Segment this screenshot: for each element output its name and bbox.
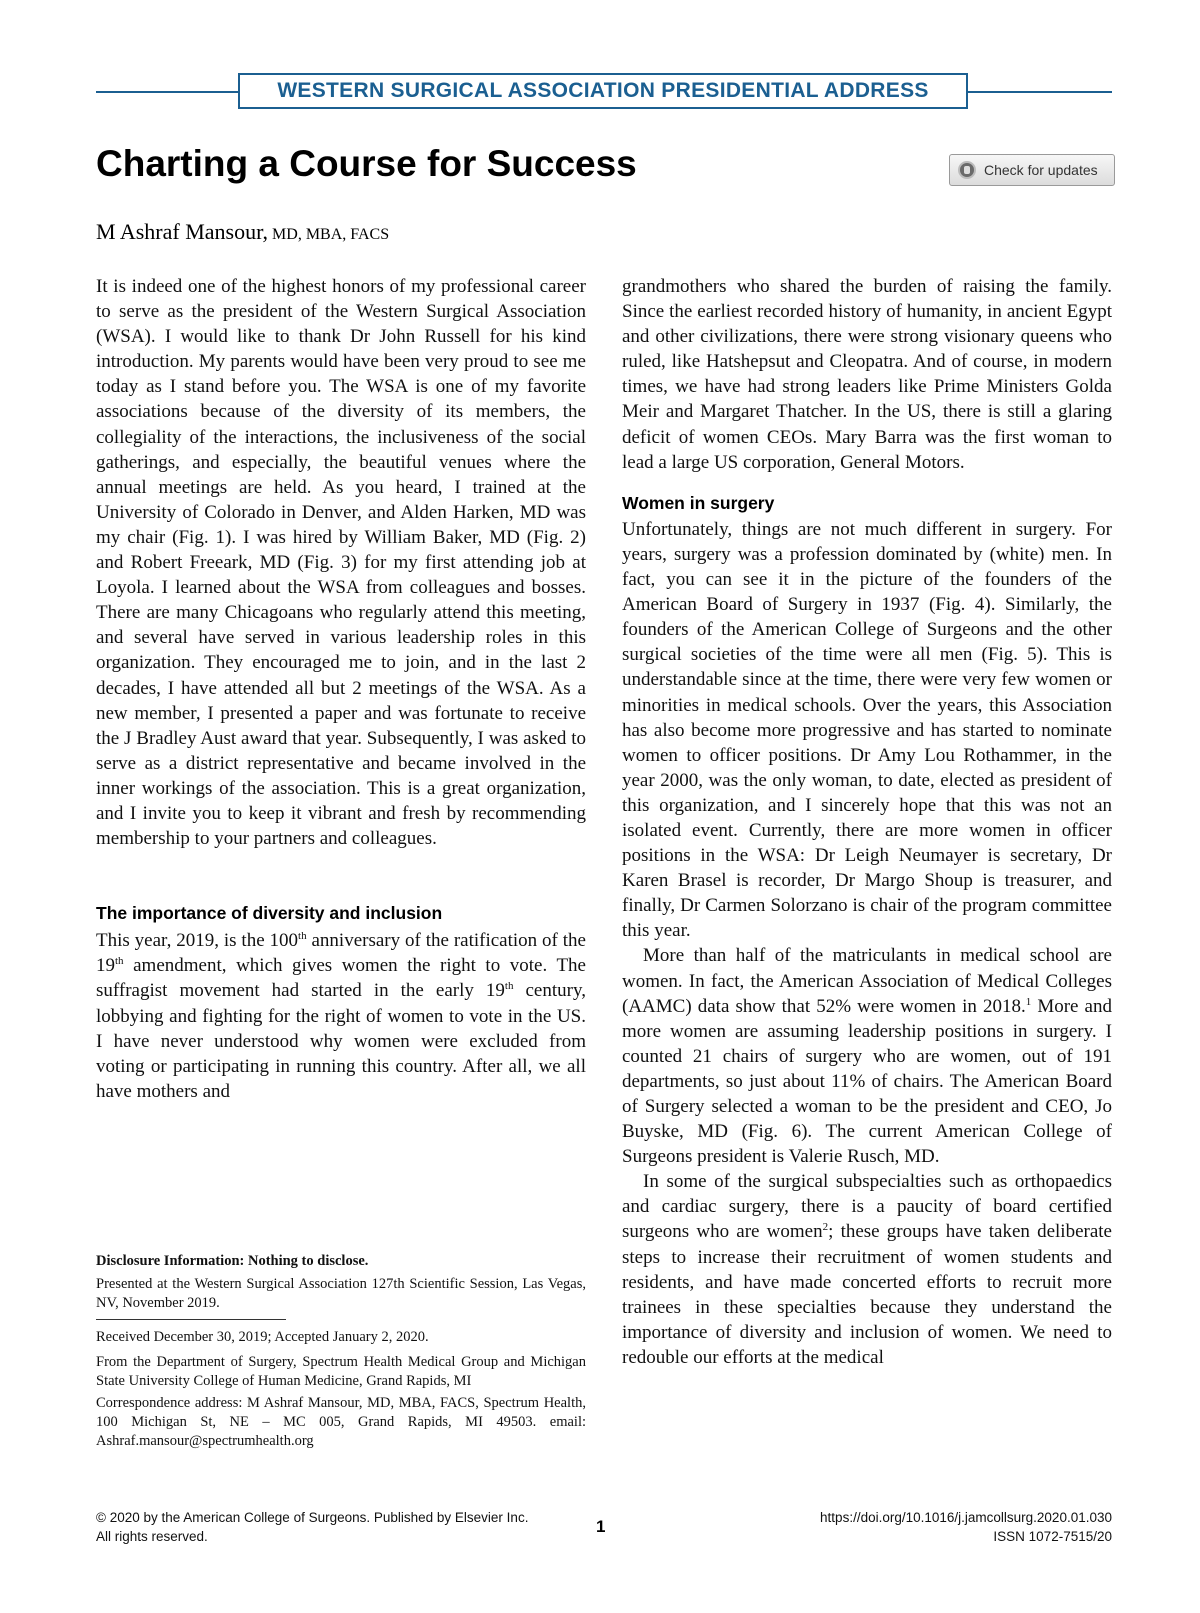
affiliation-note: From the Department of Surgery, Spectrum Health Medical Group and Michigan State University College of Human Medicine, Grand Rapids, MI: [96, 1354, 586, 1389]
footer-right: [820, 1508, 1112, 1546]
crossmark-icon: [958, 161, 976, 179]
banner-text: WESTERN SURGICAL ASSOCIATION PRESIDENTIAL ADDRESS: [277, 79, 929, 102]
women-paragraph-3: In some of the surgical subspecialties such as orthopaedics and cardiac surgery, there is a paucity of board certified surgeons who are women$^2$; these groups have taken deliberate steps to increase their recruitment of women students and residents, and have made concerted efforts to recruit more trainees in these specialties because they understand the importance of diversity and inclusion of women. We need to redouble our efforts at the medical: [622, 1171, 1112, 1368]
diversity-paragraph: This year, 2019, is the 100th anniversary of the ratification of the 19th amendment, which gives women the right to vote. The suffragist movement had started in the early 19th century, lobbying and fighting for the right of women to vote in the US. I have never understood why women were excluded from voting or participating in running this country. After all, we all have mothers and: [96, 930, 586, 1102]
received-note: Received December 30, 2019; Accepted January 2, 2020.: [96, 1329, 429, 1345]
heading-diversity: The importance of diversity and inclusion: [96, 903, 443, 924]
page-number: 1: [596, 1517, 606, 1536]
section-banner: [238, 73, 968, 109]
banner-rule-left: [96, 91, 239, 93]
correspondence-note: Correspondence address: M Ashraf Mansour, MD, MBA, FACS, Spectrum Health, 100 Michigan St, NE – MC 005, Grand Rapids, MI 49503. email: Ashraf.mansour@spectrumhealth.org: [96, 1395, 586, 1449]
continued-paragraph: grandmothers who shared the burden of raising the family. Since the earliest recorded history of humanity, in ancient Egypt and other civilizations, there were strong visionary queens who ruled, like Hatshepsut and Cleopatra. And of course, in modern times, we have had strong leaders like Prime Ministers Golda Meir and Margaret Thatcher. In the US, there is still a glaring deficit of women CEOs. Mary Barra was the first woman to lead a large US corporation, General Motors.: [622, 276, 1112, 473]
left-column: [96, 274, 586, 1104]
footer-left: [96, 1508, 528, 1546]
right-column: [622, 274, 1112, 1370]
intro-paragraph: It is indeed one of the highest honors of my professional career to serve as the president of the Western Surgical Association (WSA). I would like to thank Dr John Russell for his kind introduction. My parents would have been very proud to see me today as I stand before you. The WSA is one of my favorite associations because of the diversity of its members, the collegiality of the interactions, the inclusiveness of the social gatherings, and especially, the beautiful venues where the annual meetings are held. As you heard, I trained at the University of Colorado in Denver, and Alden Harken, MD was my chair (Fig. 1). I was hired by William Baker, MD (Fig. 2) and Robert Freeark, MD (Fig. 3) for my first attending job at Loyola. I learned about the WSA from colleagues and bosses. There are many Chicagoans who regularly attend this meeting, and several have served in various leadership roles in this organization. They encouraged me to join, and in the last 2 decades, I have attended all but 2 meetings of the WSA. As a new member, I presented a paper and was fortunate to receive the J Bradley Aust award that year. Subsequently, I was asked to serve as a district representative and became involved in the inner workings of the association. This is a great organization, and I invite you to keep it vibrant and fresh by recommending membership to your partners and colleagues.: [96, 276, 586, 850]
presented-note: Presented at the Western Surgical Association 127th Scientific Session, Las Vegas, NV, November 2019.: [96, 1276, 586, 1311]
women-paragraph-2: More than half of the matriculants in medical school are women. In fact, the American Association of Medical Colleges (AAMC) data show that 52% were women in 2018.$^1$ More and more women are assuming leadership positions in surgery. I counted 21 chairs of surgery who are women, out of 191 departments, so just about 11% of chairs. The American Board of Surgery selected a woman to be the president and CEO, Jo Buyske, MD (Fig. 6). The current American College of Surgeons president is Valerie Rusch, MD.: [622, 945, 1112, 1168]
heading-women-in-surgery: Women in surgery: [622, 492, 775, 513]
author-name: M Ashraf Mansour,: [96, 219, 269, 244]
rights-text: All rights reserved.: [96, 1529, 208, 1544]
author-line: [96, 219, 389, 245]
article-title: Charting a Course for Success: [96, 143, 637, 184]
check-for-updates-label: Check for updates: [984, 162, 1098, 178]
doi-link[interactable]: https://doi.org/10.1016/j.jamcollsurg.2020.01.030: [820, 1510, 1112, 1525]
check-for-updates-button[interactable]: [949, 154, 1115, 186]
women-paragraph-1: Unfortunately, things are not much different in surgery. For years, surgery was a profession dominated by (white) men. In fact, you can see it in the picture of the founders of the American Board of Surgery in 1937 (Fig. 4). Similarly, the founders of the American College of Surgeons and the other surgical societies of the time were all men (Fig. 5). This is understandable since at the time, there were very few women or minorities in medical schools. Over the years, this Association has also become more progressive and has started to nominate women to officer positions. Dr Amy Lou Rothammer, in the year 2000, was the only woman, to date, elected as president of this organization, and I sincerely hope that this was not an isolated event. Currently, there are more women in officer positions in the WSA: Dr Leigh Neumayer is secretary, Dr Karen Brasel is recorder, Dr Margo Shoup is treasurer, and finally, Dr Carmen Solorzano is chair of the program committee this year.: [622, 518, 1112, 942]
issn-text: ISSN 1072-7515/20: [993, 1529, 1112, 1544]
footnote-divider: [96, 1319, 286, 1320]
copyright-text: © 2020 by the American College of Surgeons. Published by Elsevier Inc.: [96, 1510, 529, 1525]
disclosure-info: Disclosure Information: Nothing to disclose.: [96, 1253, 369, 1269]
author-credentials: MD, MBA, FACS: [272, 226, 390, 243]
banner-rule-right: [967, 91, 1112, 93]
article-footnotes: [96, 1252, 586, 1457]
